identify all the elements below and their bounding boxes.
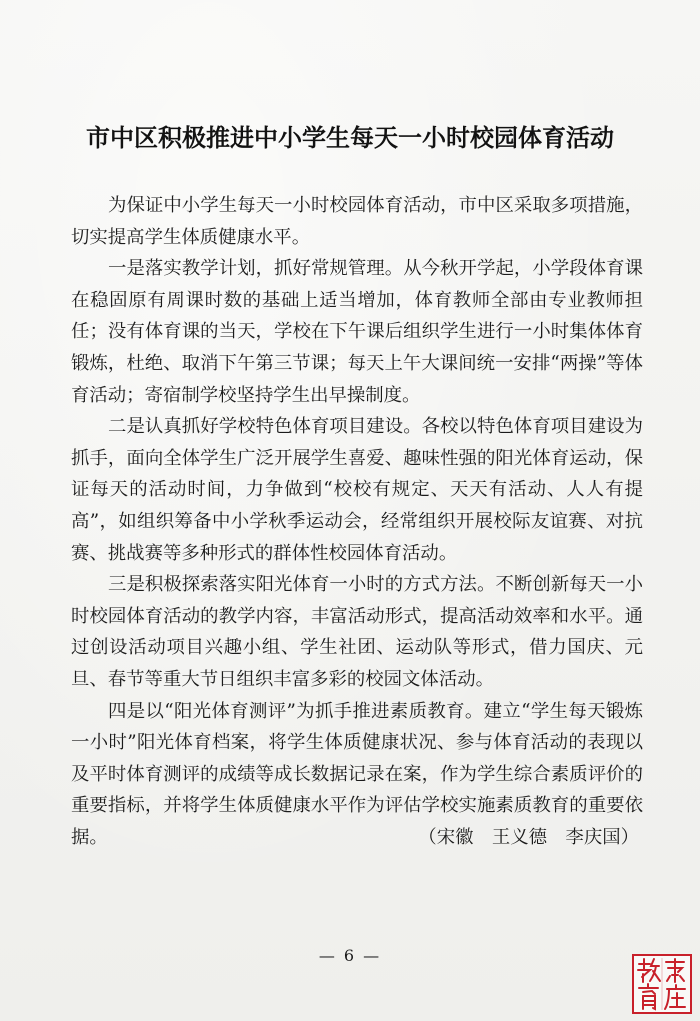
seal-graphic [634,956,690,1012]
paragraph-measure-4 [71,696,643,854]
paragraph-measure-1: 一是落实教学计划，抓好常规管理。从今秋开学起，小学段体育课在稳固原有周课时数的基础上适当增加，体育教师全部由专业教师担任；没有体育课的当天，学校在下午课后组织学生进行一小时集体体育锻炼，杜绝、取消下午第三节课；每天上午大课间统一安排“两操”等体育活动；寄宿制学校坚持学生出早操制度。 [71,258,643,406]
paragraph-measure-2: 二是认真抓好学校特色体育项目建设。各校以特色体育项目建设为抓手，面向全体学生广泛开展学生喜爱、趣味性强的阳光体育运动，保证每天的活动时间，力争做到“校校有规定、天天有活动、人人有提高”，如组织筹备中小学秋季运动会，经常组织开展校际友谊赛、对抗赛、挑战赛等多种形式的群体性校园体育活动。 [71,416,643,564]
page-number: — 6 — [318,946,382,965]
paragraph-measure-3: 三是积极探索落实阳光体育一小时的方式方法。不断创新每天一小时校园体育活动的教学内容，丰富活动形式，提高活动效率和水平。通过创设活动项目兴趣小组、学生社团、运动队等形式，借力国庆、元旦、春节等重大节日组织丰富多彩的校园文体活动。 [71,574,643,690]
paragraph-measure-4-text: 四是以“阳光体育测评”为抓手推进素质教育。建立“学生每天锻炼一小时”阳光体育档案，将学生体质健康状况、参与体育活动的表现以及平时体育测评的成绩等成长数据记录在案，作为学生综合素质评价的重要指标，并将学生体质健康水平作为评估学校实施素质教育的重要依据。 [71,700,643,848]
paragraph-intro: 为保证中小学生每天一小时校园体育活动，市中区采取多项措施，切实提高学生体质健康水平。 [71,195,643,248]
document-body [71,190,643,853]
author-credits: （宋徽 王义德 李庆国） [418,826,639,848]
document-title: 市中区积极推进中小学生每天一小时校园体育活动 [86,124,614,152]
zaozhuang-education-seal [632,954,692,1014]
